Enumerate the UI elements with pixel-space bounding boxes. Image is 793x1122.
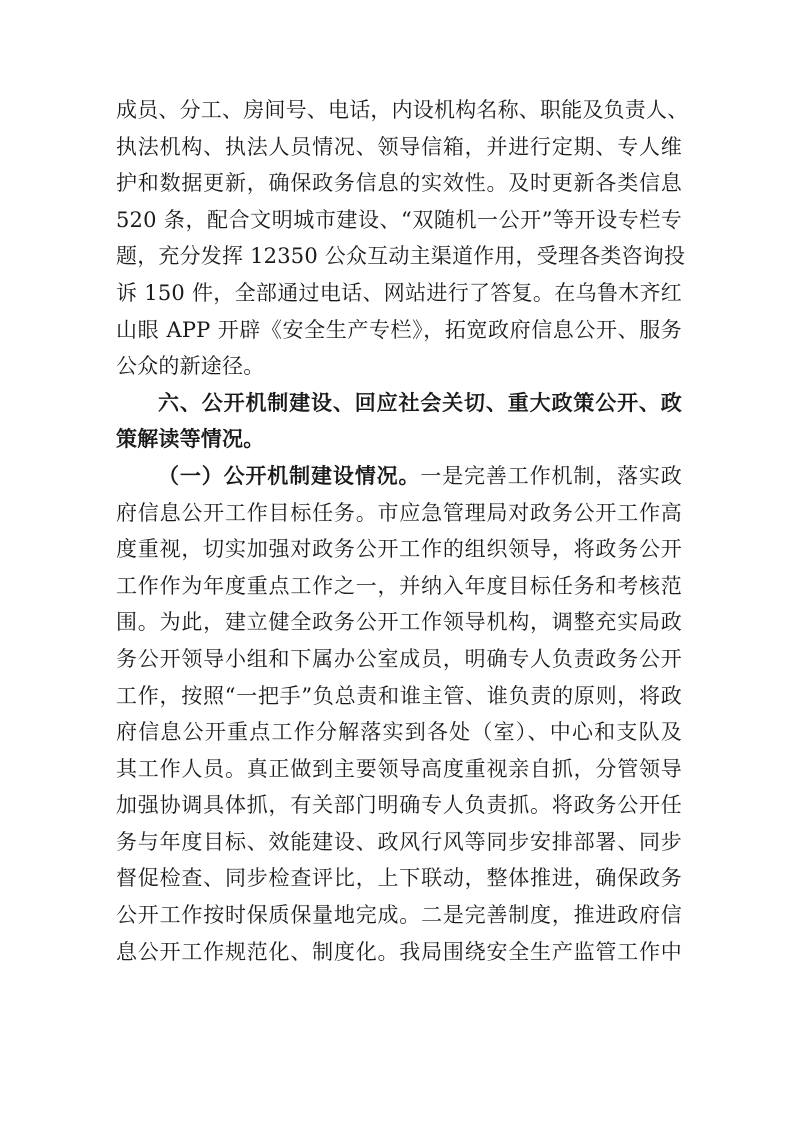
text-line: 执法机构、执法人员情况、领导信箱，并进行定期、专人维 (116, 134, 682, 159)
text-line: 府信息公开重点工作分解落实到各处（室）、中心和支队及 (116, 720, 682, 745)
heading-line: 策解读等情况。 (116, 427, 265, 452)
subheading: （一）公开机制建设情况。 (158, 463, 421, 488)
text-line (116, 458, 682, 495)
heading-line: 六、公开机制建设、回应社会关切、重大政策公开、政 (158, 390, 682, 415)
text-line: 护和数据更新，确保政务信息的实效性。及时更新各类信息 (116, 171, 682, 196)
text-line: 务公开领导小组和下属办公室成员，明确专人负责政务公开 (116, 646, 682, 671)
text-line: 成员、分工、房间号、电话，内设机构名称、职能及负责人、 (116, 98, 689, 122)
text-line: 工作作为年度重点工作之一，并纳入年度目标任务和考核范 (116, 573, 682, 598)
text-line: 息公开工作规范化、制度化。我局围绕安全生产监管工作中 (116, 939, 682, 964)
paragraph-2 (116, 458, 682, 970)
text-line: 其工作人员。真正做到主要领导高度重视亲自抓，分管领导 (116, 756, 682, 781)
text-line: 围。为此，建立健全政务公开工作领导机构，调整充实局政 (116, 610, 682, 635)
text-line: 公开工作按时保质保量地完成。二是完善制度，推进政府信 (116, 903, 682, 928)
section-heading-6 (116, 385, 682, 458)
text-line: 题，充分发挥 12350 公众互动主渠道作用，受理各类咨询投 (116, 244, 686, 269)
text-line: 府信息公开工作目标任务。市应急管理局对政务公开工作高 (116, 500, 682, 525)
text-line: 山眼 APP 开辟《安全生产专栏》，拓宽政府信息公开、服务 (116, 317, 682, 342)
text-line: 务与年度目标、效能建设、政风行风等同步安排部署、同步 (116, 829, 682, 854)
text-line: 520 条，配合文明城市建设、“双随机一公开”等开设专栏专 (116, 207, 682, 232)
text-line: 公众的新途径。 (116, 354, 265, 379)
text-line: 度重视，切实加强对政务公开工作的组织领导，将政务公开 (116, 537, 682, 562)
text-line: 加强协调具体抓，有关部门明确专人负责抓。将政务公开任 (116, 793, 682, 818)
text-line: 诉 150 件，全部通过电话、网站进行了答复。在乌鲁木齐红 (116, 280, 682, 305)
document-body (116, 92, 689, 970)
paragraph-1 (116, 92, 689, 385)
text-fragment: 一是完善工作机制，落实政 (420, 463, 682, 488)
text-line: 督促检查、同步检查评比，上下联动，整体推进，确保政务 (116, 866, 682, 891)
text-line: 工作，按照“一把手”负总责和谁主管、谁负责的原则，将政 (116, 683, 682, 708)
